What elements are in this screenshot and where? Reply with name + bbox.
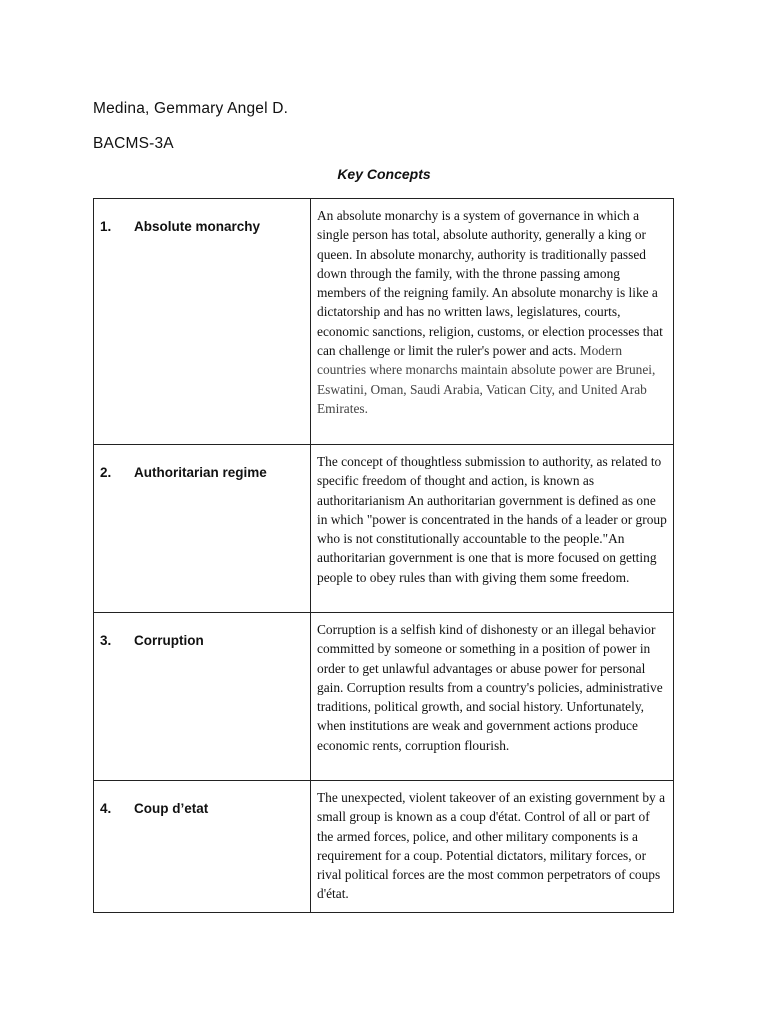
concept-term: Coup d’etat bbox=[134, 801, 209, 816]
concept-number: 4. bbox=[100, 801, 112, 816]
student-name: Medina, Gemmary Angel D. bbox=[93, 100, 289, 117]
student-section: BACMS-3A bbox=[93, 135, 174, 152]
concept-term-cell bbox=[94, 199, 311, 445]
concept-definition-cell bbox=[311, 445, 674, 613]
table-row bbox=[94, 199, 674, 445]
concept-definition-cell bbox=[311, 613, 674, 781]
table-row bbox=[94, 781, 674, 913]
concept-number: 1. bbox=[100, 219, 112, 234]
document-title: Key Concepts bbox=[337, 166, 431, 182]
concept-definition: Corruption is a selfish kind of dishonesty or an illegal behavior committed by someone or something in a position of power in order to get unlawful advantages or abuse power for personal gain. Corruption results from a country's policies, administrative traditions, political growth, and social history. Unfortunately, when institutions are weak and government actions produce economic rents, corruption flourish. bbox=[317, 622, 663, 753]
concept-term: Absolute monarchy bbox=[134, 219, 261, 234]
concept-definition: The concept of thoughtless submission to authority, as related to specific freedom of thought and action, is known as authoritarianism An authoritarian government is defined as one in which "power is concentrated in the hands of a leader or group who is not constitutionally accountable to the people."An authoritarian government is one that is more focused on getting people to obey rules than with giving them some freedom. bbox=[317, 454, 667, 585]
concept-term: Corruption bbox=[134, 633, 204, 648]
key-concepts-table bbox=[93, 198, 674, 913]
concept-term-cell bbox=[94, 781, 311, 913]
concept-term: Authoritarian regime bbox=[134, 465, 267, 480]
concept-term-cell bbox=[94, 445, 311, 613]
concept-number: 2. bbox=[100, 465, 112, 480]
concept-definition: The unexpected, violent takeover of an existing government by a small group is known as a coup d'état. Control of all or part of the armed forces, police, and other military components is a requirement for a coup. Potential dictators, military forces, or rival political forces are the most common perpetrators of coups d'état. bbox=[317, 790, 666, 902]
concept-number: 3. bbox=[100, 633, 112, 648]
table-row bbox=[94, 445, 674, 613]
concept-definition-extra: Modern countries where monarchs maintain absolute power are Brunei, Eswatini, Oman, Saudi Arabia, Vatican City, and United Arab Emirates. bbox=[317, 343, 656, 416]
concept-term-cell bbox=[94, 613, 311, 781]
concept-definition-cell bbox=[311, 199, 674, 445]
concept-definition-cell bbox=[311, 781, 674, 913]
table-row bbox=[94, 613, 674, 781]
concept-definition: An absolute monarchy is a system of governance in which a single person has total, absolute authority, generally a king or queen. In absolute monarchy, authority is traditionally passed down through the family, with the throne passing among members of the reigning family. An absolute monarchy is like a dictatorship and has no written laws, legislatures, courts, economic sanctions, religion, customs, or election processes that can challenge or limit the ruler's power and acts. bbox=[317, 208, 663, 359]
